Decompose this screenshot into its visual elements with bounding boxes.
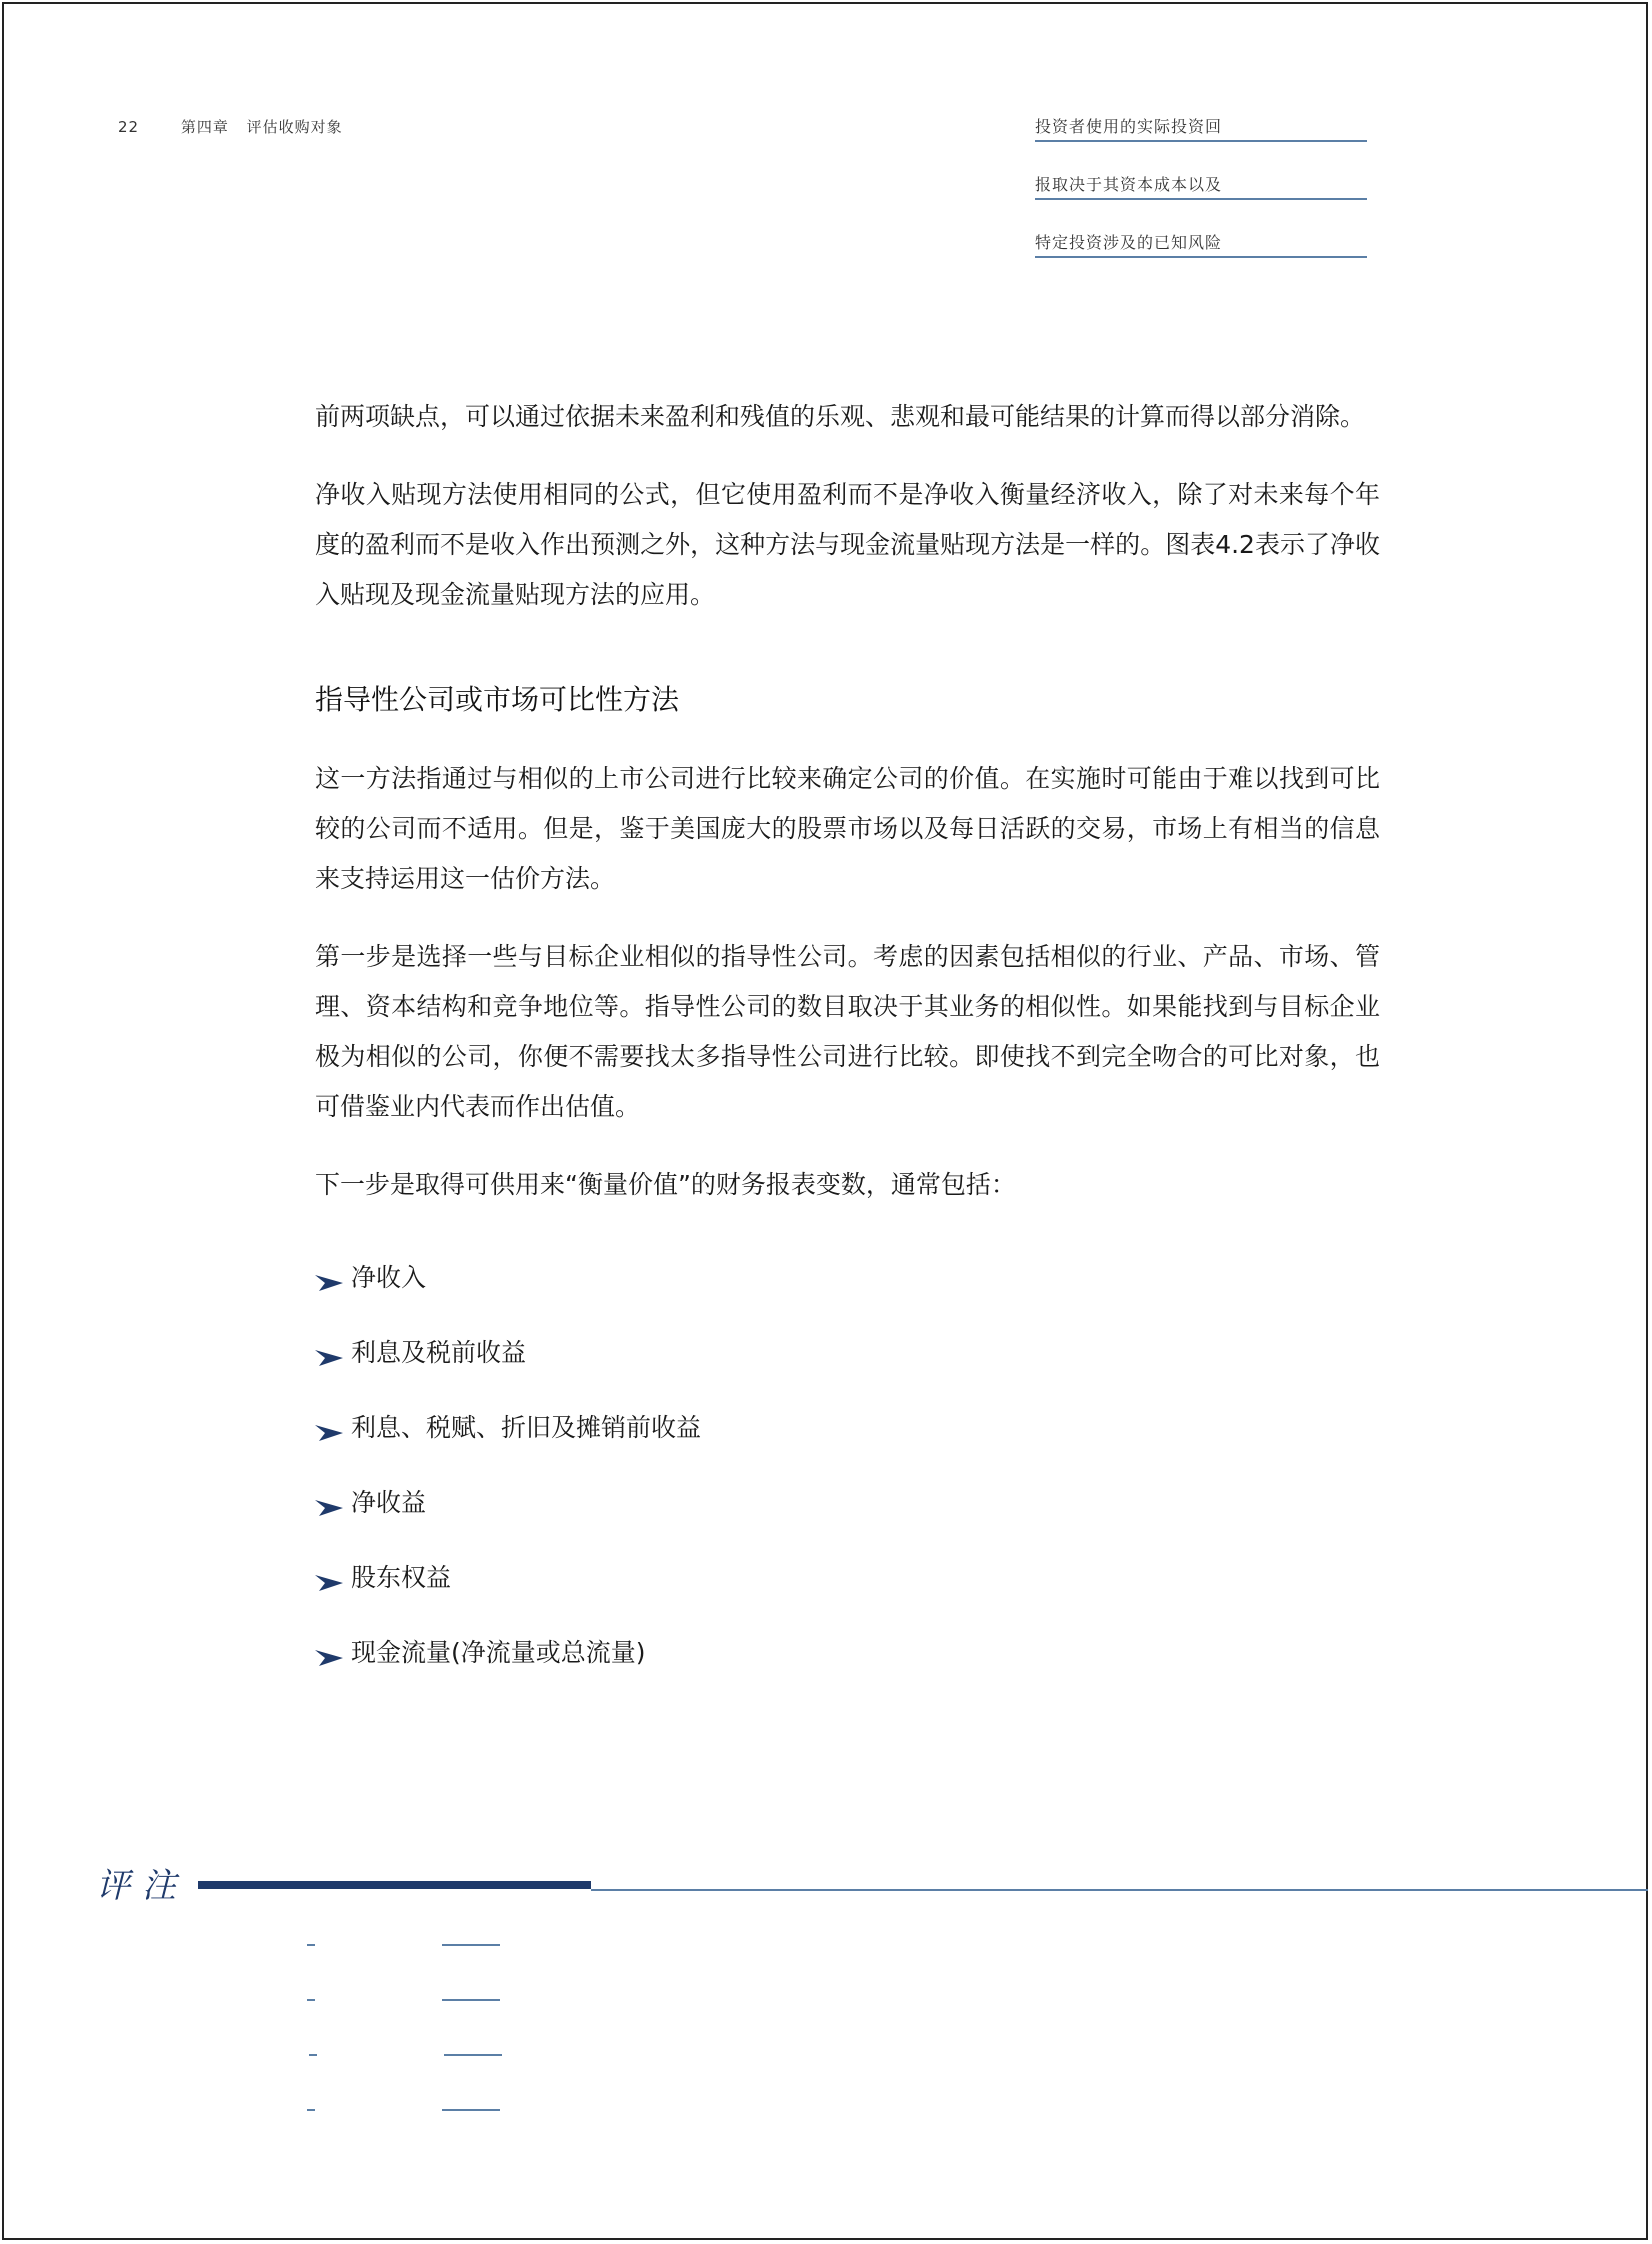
list-item-label: 净收入 [351,1262,427,1292]
note-underline [442,1999,500,2001]
list-item-label: 利息及税前收益 [351,1337,527,1367]
body-paragraph: 前两项缺点，可以通过依据未来盈利和残值的乐观、悲观和最可能结果的计算而得以部分消除。 [315,402,1366,431]
note-dash [309,2054,317,2056]
notes-divider-thin [591,1889,1648,1891]
list-item-label: 利息、税赋、折旧及摊销前收益 [351,1412,702,1442]
chapter-number: 第四章 [180,118,229,136]
note-dash [307,2109,315,2111]
pull-quote-line: 报取决于其资本成本以及 [1035,174,1367,232]
list-item-label: 股东权益 [351,1562,452,1592]
pull-quote-line: 特定投资涉及的已知风险 [1035,232,1367,290]
list-item [313,1388,1380,1463]
pull-quote-line: 投资者使用的实际投资回 [1035,116,1367,174]
list-item-label: 净收益 [351,1487,427,1517]
chapter-title: 评估收购对象 [246,118,343,136]
body-paragraph: 第一步是选择一些与目标企业相似的指导性公司。考虑的因素包括相似的行业、产品、市场、管理、资本结构和竞争地位等。指导性公司的数目取决于其业务的相似性。如果能找到与目标企业极为相似的公司，你便不需要找太多指导性公司进行比较。即使找不到完全吻合的可比对象，也可借鉴业内代表而作出估值。 [315,942,1380,1121]
list-item-label: 现金流量(净流量或总流量) [351,1637,646,1667]
note-underline [442,1944,500,1946]
page-number: 22 [118,118,140,136]
body-paragraph: 这一方法指通过与相似的上市公司进行比较来确定公司的价值。在实施时可能由于难以找到可比较的公司而不适用。但是，鉴于美国庞大的股票市场以及每日活跃的交易，市场上有相当的信息来支持运用这一估价方法。 [315,764,1380,893]
arrow-bullet-icon [313,1421,345,1443]
note-dash [307,1999,315,2001]
arrow-bullet-icon [313,1496,345,1518]
arrow-bullet-icon [313,1346,345,1368]
running-header [118,116,343,137]
notes-divider-thick [198,1881,591,1889]
arrow-bullet-icon [313,1646,345,1668]
arrow-bullet-icon [313,1271,345,1293]
financial-variables-list [315,1238,1380,1688]
section-heading: 指导性公司或市场可比性方法 [315,683,680,716]
notes-title: 评注 [96,1866,188,1906]
arrow-bullet-icon [313,1571,345,1593]
list-item [313,1313,1380,1388]
note-dash [307,1944,315,1946]
list-item [313,1538,1380,1613]
note-underline [444,2054,502,2056]
list-item [313,1238,1380,1313]
list-item [313,1463,1380,1538]
list-item [313,1613,1380,1688]
main-content [315,392,1380,1688]
body-paragraph: 下一步是取得可供用来“衡量价值”的财务报表变数，通常包括： [315,1170,1016,1199]
body-paragraph: 净收入贴现方法使用相同的公式，但它使用盈利而不是净收入衡量经济收入，除了对未来每个年度的盈利而不是收入作出预测之外，这种方法与现金流量贴现方法是一样的。图表4.2表示了净收入贴现及现金流量贴现方法的应用。 [315,480,1380,609]
note-underline [442,2109,500,2111]
pull-quote [1035,116,1367,290]
